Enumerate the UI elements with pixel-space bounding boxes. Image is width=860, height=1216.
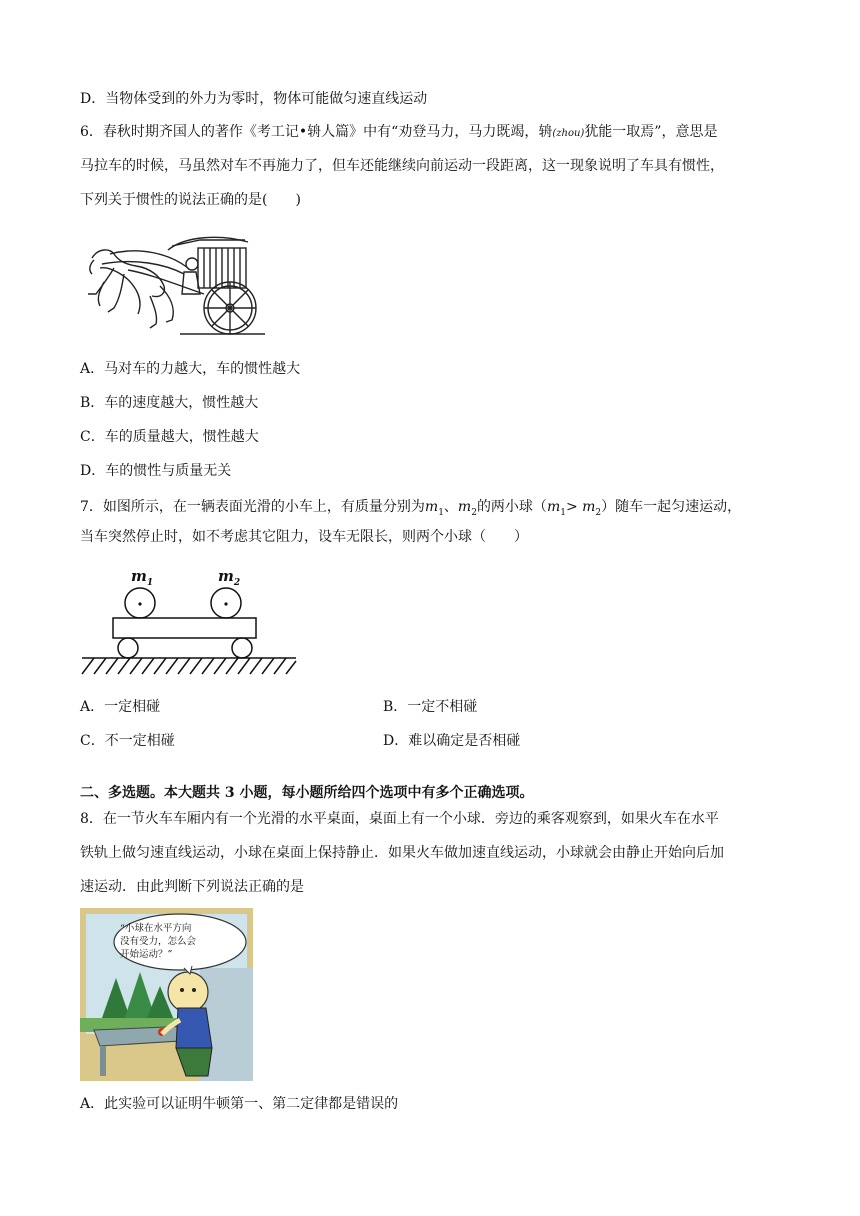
q7-cmp-m2-sub: 2	[595, 507, 602, 518]
q6-stem-line1-b: 犹能一取焉”，意思是	[584, 124, 718, 140]
q6-option-c: C．车的质量越大，惯性越大	[80, 429, 259, 445]
q6-option-b: B．车的速度越大，惯性越大	[80, 395, 259, 411]
q7-cmp-m1: m	[546, 499, 561, 515]
q6-stem-line3: 下列关于惯性的说法正确的是( )	[80, 192, 301, 208]
q7-cmp-m2: m	[582, 499, 596, 515]
bubble-line-3: 开始运动？”	[120, 949, 173, 960]
q6-stem-line1	[80, 122, 717, 144]
q7-m1: m	[424, 499, 439, 515]
chariot-illustration	[80, 224, 275, 339]
q7-stem-b: 的两小球（	[476, 499, 547, 515]
q7-m1-sub: 1	[438, 507, 444, 518]
bubble-line-1: “小球在水平方向	[120, 923, 192, 934]
ball-label-m1-sub: 1	[146, 578, 154, 588]
ball-label-m1	[131, 568, 153, 591]
q7-stem-a: 7．如图所示，在一辆表面光滑的小车上，有质量分别为	[80, 499, 425, 515]
q6-pinyin: (zhou)	[552, 128, 585, 139]
q7-option-c: C．不一定相碰	[80, 733, 175, 749]
q7-m2: m	[457, 499, 472, 515]
q7-sep: 、	[443, 499, 458, 515]
cartoon-illustration	[80, 908, 253, 1081]
q6-stem-line2: 马拉车的时候，马虽然对车不再施力了，但车还能继续向前运动一段距离，这一现象说明了车具有惯性，	[80, 158, 724, 174]
q7-stem-line2: 当车突然停止时，如不考虑其它阻力，设车无限长，则两个小球（ ）	[80, 529, 528, 545]
bubble-line-2: 没有受力，怎么会	[120, 936, 197, 947]
section-2-heading: 二、多选题。本大题共 3 小题，每小题所给四个选项中有多个正确选项。	[80, 785, 534, 801]
q5-option-d: D．当物体受到的外力为零时，物体可能做匀速直线运动	[80, 91, 428, 107]
q7-gt: >	[565, 499, 583, 515]
ball-label-m1-letter: m	[131, 567, 147, 585]
cart-balls-diagram	[80, 566, 300, 680]
cart-balls-svg	[80, 566, 300, 680]
speech-bubble	[120, 922, 240, 961]
q8-stem-line1: 8．在一节火车车厢内有一个光滑的水平桌面，桌面上有一个小球．旁边的乘客观察到，如果火车在水平	[80, 811, 719, 827]
q8-option-a: A．此实验可以证明牛顿第一、第二定律都是错误的	[80, 1096, 399, 1112]
q7-cmp-m1-sub: 1	[560, 507, 566, 518]
q7-m2-sub: 2	[471, 507, 477, 518]
q6-option-d: D．车的惯性与质量无关	[80, 463, 232, 479]
q6-stem-line1-a: 6．春秋时期齐国人的著作《考工记•辀人篇》中有“劝登马力，马力既竭，辀	[80, 124, 553, 140]
q6-option-a: A．马对车的力越大，车的惯性越大	[80, 361, 301, 377]
ball-label-m2-letter: m	[218, 567, 234, 585]
q7-stem-line1	[80, 497, 741, 523]
q7-option-d: D．难以确定是否相碰	[383, 733, 521, 749]
ball-label-m2-sub: 2	[233, 578, 241, 588]
q8-stem-line3: 速运动．由此判断下列说法正确的是	[80, 879, 304, 895]
q7-stem-c: ）随车一起匀速运动，	[601, 499, 742, 515]
q8-stem-line2: 铁轨上做匀速直线运动，小球在桌面上保持静止．如果火车做加速直线运动，小球就会由静止开始向后加	[80, 845, 724, 861]
q7-option-a: A．一定相碰	[80, 699, 161, 715]
ball-label-m2	[218, 568, 240, 591]
q7-option-b: B．一定不相碰	[383, 699, 478, 715]
